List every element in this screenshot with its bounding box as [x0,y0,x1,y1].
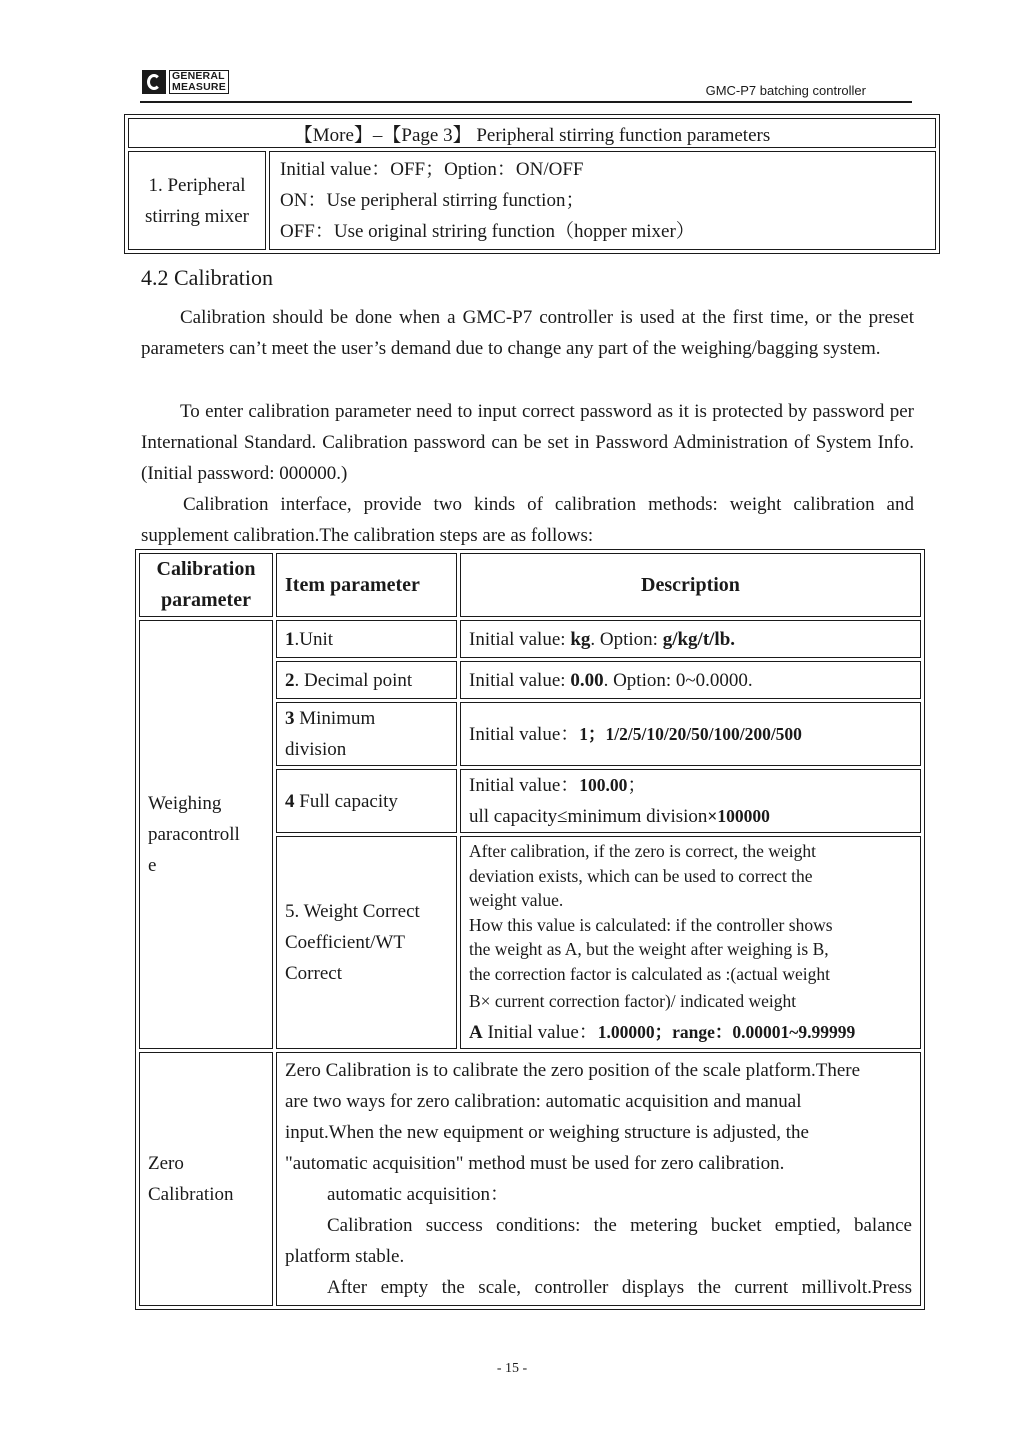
zero-line-7: After empty the scale, controller displays the current millivolt.Press [327,1277,912,1298]
calibration-table [135,549,925,1310]
item-weight-line-3: Correct [285,963,342,984]
zero-line-4: "automatic acquisition" method must be used for zero calibration. [285,1153,785,1174]
desc-capacity-a-tail: ； [627,775,647,796]
table1-desc-line-2: ON：Use peripheral stirring function； [280,190,585,211]
table1-row-description [269,151,936,250]
item-capacity-text: Full capacity [294,790,398,812]
group-zero-calibration-label [139,1052,273,1306]
header-description: Description [460,553,921,617]
zero-line-3: input.When the new equipment or weighing structure is adjusted, the [285,1122,809,1143]
item-minimum-division [276,702,457,766]
desc-unit-a-bold: kg [570,628,591,650]
desc-weight-line-8-b: 1.00000；range：0.00001~9.99999 [597,1022,856,1042]
logo-text [169,70,229,94]
item-decimal-text: . Decimal point [294,669,413,691]
item-decimal-num: 2 [285,669,295,691]
weighing-label-line-2: paracontroll [148,824,240,845]
desc-weight-line-8: Initial value： [482,1022,598,1043]
company-logo [142,69,236,94]
desc-decimal-b: . Option: 0~0.0000. [603,669,753,691]
header-calibration-parameter [139,553,273,617]
desc-weight-line-5: the weight as A, but the weight after weighing is B, [469,939,829,959]
item-decimal-point [276,661,457,699]
item-division-text: Minimum [294,708,376,729]
desc-unit-b: . Option: [590,628,663,650]
paragraph-2: To enter calibration parameter need to input correct password as it is protected by password per International Standard. Calibration password can be set in Password Administration of System Info. (Initial password: 000000.) [141,401,914,484]
item-unit-num: 1 [285,628,295,650]
table1-label-line-2: stirring mixer [145,205,249,227]
table1-row-label [128,151,266,250]
item-weight-correct [276,836,457,1049]
paragraph-1: Calibration should be done when a GMC-P7 controller is used at the first time, or the preset parameters can’t meet the user’s demand due to change any part of the weighing/bagging system. [141,307,914,359]
desc-unit-a: Initial value: [469,628,571,650]
zero-line-2: are two ways for zero calibration: automatic acquisition and manual [285,1091,802,1112]
desc-capacity-line-2-bold: ×100000 [707,806,770,826]
zero-calibration-description [276,1052,921,1306]
item-full-capacity [276,769,457,833]
header-col1-line-2: parameter [161,589,251,611]
desc-capacity-a-bold: 100.00 [579,775,628,795]
table1-desc-line-1: Initial value：OFF；Option：ON/OFF [280,159,584,180]
desc-capacity-line-2: ull capacity≤minimum division [469,806,708,827]
desc-decimal-point [460,661,921,699]
item-weight-line-1: 5. Weight Correct [285,901,420,922]
item-division-num: 3 [285,708,295,729]
desc-weight-line-6: the correction factor is calculated as :(actual weight [469,963,831,984]
zero-label-line-2: Calibration [148,1184,234,1205]
desc-decimal-a-bold: 0.00 [570,669,604,691]
zero-line-1: Zero Calibration is to calibrate the zero position of the scale platform.There [285,1060,861,1081]
header-title: GMC-P7 batching controller [705,83,866,98]
item-unit-text: .Unit [294,628,334,650]
zero-line-6: Calibration success conditions: the metering bucket emptied, balance platform stable. [285,1215,912,1267]
desc-weight-line-8-a: A [469,1022,483,1043]
desc-unit [460,620,921,658]
desc-weight-correct [460,836,921,1049]
desc-weight-line-7: B× current correction factor)/ indicated weight [469,991,797,1011]
table1-label-line-1: 1. Peripheral [148,174,246,196]
zero-line-5: automatic acquisition： [327,1184,510,1205]
paragraph-3: Calibration interface, provide two kinds of calibration methods: weight calibration and supplement calibration.The calibration steps are as follows: [141,494,914,546]
logo-mark-icon [142,70,166,94]
zero-label-line-1: Zero [148,1153,184,1174]
desc-weight-line-4: How this value is calculated: if the controller shows [469,914,833,935]
group-weighing-label [139,620,273,1049]
peripheral-stirring-table [124,114,940,254]
page-number: - 15 - [496,1361,528,1376]
desc-full-capacity [460,769,921,833]
desc-weight-line-3: weight value. [469,890,564,910]
desc-minimum-division [460,702,921,766]
desc-weight-line-2: deviation exists, which can be used to correct the [469,865,813,886]
table1-desc-line-3: OFF：Use original striring function（hopper mixer） [280,221,695,242]
header-divider [140,101,912,103]
desc-decimal-a: Initial value: [469,669,571,691]
item-unit [276,620,457,658]
desc-capacity-a: Initial value： [469,775,580,796]
desc-division-a: Initial value： [469,723,580,745]
table1-title: 【More】–【Page 3】 Peripheral stirring function parameters [128,118,936,148]
desc-division-a-bold: 1；1/2/5/10/20/50/100/200/500 [579,723,802,744]
header-col1-line-1: Calibration [156,558,256,580]
section-heading: 4.2 Calibration [141,265,273,290]
item-weight-line-2: Coefficient/WT [285,932,405,953]
header-item-parameter: Item parameter [276,553,457,617]
item-division-line-2: division [285,739,347,760]
logo-line-2: MEASURE [172,80,226,93]
item-capacity-num: 4 [285,790,295,812]
desc-weight-line-1: After calibration, if the zero is correct, the weight [469,841,816,861]
weighing-label-line-3: e [148,855,157,876]
logo-line-1: GENERAL [172,69,225,82]
weighing-label-line-1: Weighing [148,793,222,814]
desc-unit-b-bold: g/kg/t/lb. [662,628,736,650]
